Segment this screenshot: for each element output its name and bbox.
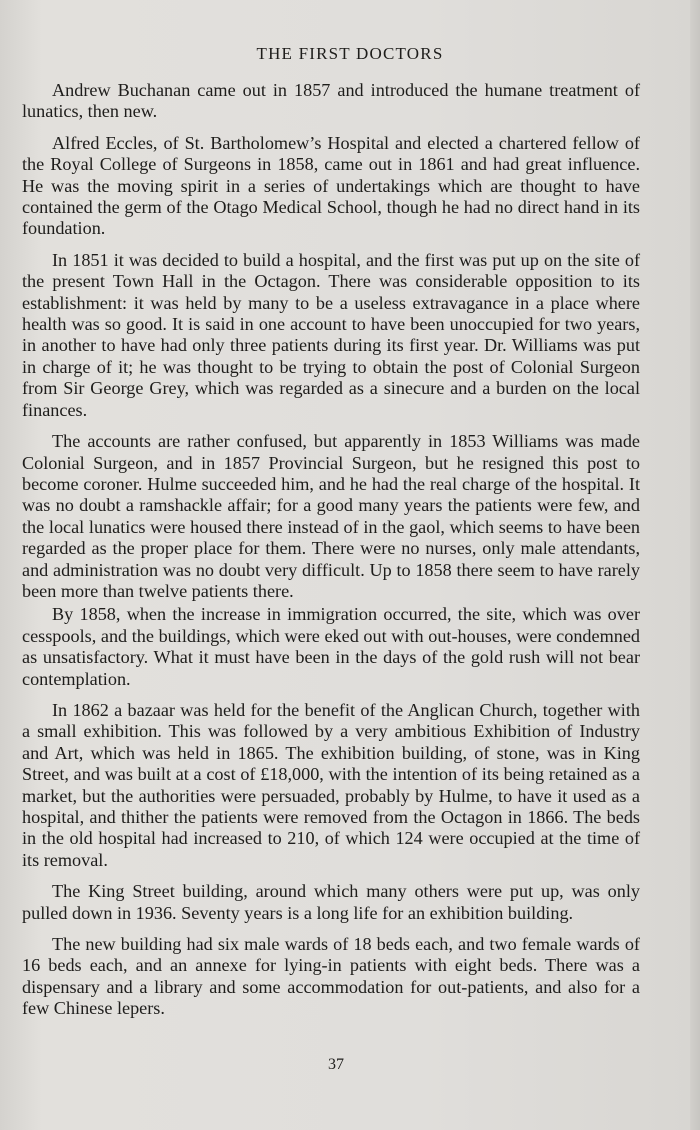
paragraph: In 1862 a bazaar was held for the benefit of the Anglican Church, together with a small exhibition. This was followed by a very ambitious Exhibition of Industry and Art, which was held in 1865. The exhibition building, of stone, was in King Street, and was built at a cost of £18,000, with the intention of its being retained as a market, but the authorities were persuaded, probably by Hulme, to have it used as a hospital, and thither the patients were removed from the Octagon in 1866. The beds in the old hospital had increased to 210, of which 124 were occupied at the time of its removal. [22, 699, 640, 870]
running-head-title: THE FIRST DOCTORS [256, 44, 444, 63]
paragraph: Andrew Buchanan came out in 1857 and introduced the humane treatment of lunatics, then new. [22, 80, 640, 122]
page-edge [690, 0, 700, 1130]
paragraph: The accounts are rather confused, but apparently in 1853 Williams was made Colonial Surgeon, and in 1857 Provincial Surgeon, but he resigned this post to become coroner. Hulme succeeded him, and he had the real charge of the hospital. It was no doubt a ramshackle affair; for a good many years the patients were few, and the local lunatics were housed there instead of in the gaol, which seems to have been regarded as the proper place for them. There were no nurses, only male attendants, and administration was no doubt very difficult. Up to 1858 there seem to have rarely been more than twelve patients there. [22, 431, 640, 601]
body-text [22, 80, 640, 1030]
paragraph: Alfred Eccles, of St. Bartholomew’s Hospital and elected a chartered fellow of the Royal College of Surgeons in 1858, came out in 1861 and had great influence. He was the moving spirit in a series of undertakings which are thought to have contained the germ of the Otago Medical School, though he had no direct hand in its foundation. [22, 132, 640, 239]
paragraph: By 1858, when the increase in immigration occurred, the site, which was over cesspools, and the buildings, which were eked out with out-houses, were condemned as unsatisfactory. What it must have been in the days of the gold rush will not bear contemplation. [22, 604, 640, 689]
paragraph: The new building had six male wards of 18 beds each, and two female wards of 16 beds each, and an annexe for lying-in patients with eight beds. There was a dispensary and a library and some accommodation for out-patients, and also for a few Chinese lepers. [22, 934, 640, 1019]
paragraph: In 1851 it was decided to build a hospital, and the first was put up on the site of the present Town Hall in the Octagon. There was considerable opposition to its establishment: it was held by many to be a useless extravagance in a place where health was so good. It is said in one account to have been unoccupied for two years, in another to have had only three patients during its first year. Dr. Williams was put in charge of it; he was thought to be trying to obtain the post of Colonial Surgeon from Sir George Grey, which was regarded as a sinecure and a burden on the local finances. [22, 249, 640, 420]
paragraph: The King Street building, around which many others were put up, was only pulled down in 1936. Seventy years is a long life for an exhibition building. [22, 881, 640, 923]
page-number: 37 [328, 1056, 344, 1073]
